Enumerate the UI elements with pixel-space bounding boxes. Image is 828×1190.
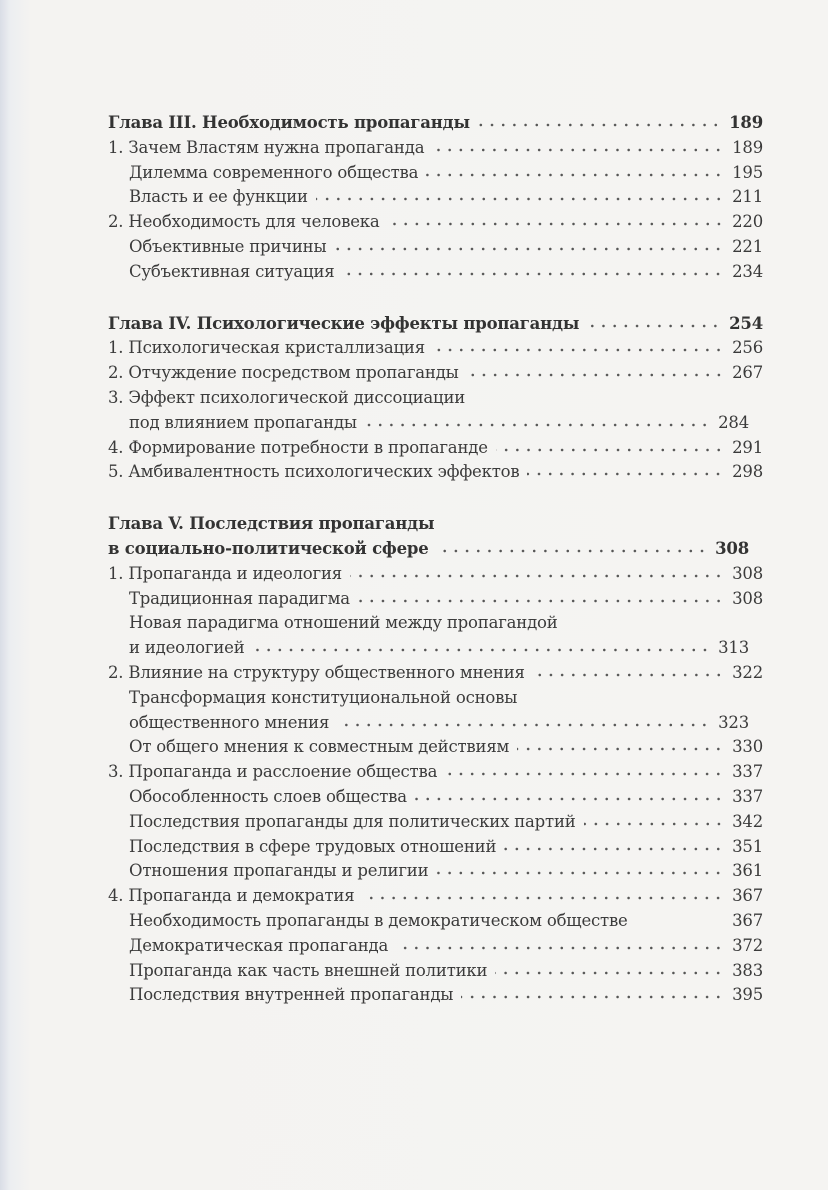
dot-leader [527,467,724,477]
dot-leader [445,767,724,777]
toc-entry-title: 2. Отчуждение посредством пропаганды [108,363,459,383]
toc-entry-title: Необходимость пропаганды в демократическом обществе [129,910,628,930]
dot-leader [504,842,724,852]
toc-entry-title: Дилемма современного общества [129,162,419,182]
toc-entry [108,411,763,436]
toc-page-number: 308 [732,563,763,583]
toc-chapter-heading [108,512,763,537]
toc-entry [108,859,763,884]
dot-leader [587,319,721,329]
toc-entry [108,959,763,984]
toc-page-number: 267 [732,363,763,383]
toc-entry [108,361,763,386]
toc-entry-title: Отношения пропаганды и религии [129,861,429,881]
toc-entry-title: 4. Пропаганда и демократия [108,886,355,906]
toc-entry-title: под влиянием пропаганды [129,412,357,432]
toc-entry-title: и идеологией [129,638,245,658]
dot-leader [496,443,724,453]
toc-chapter-heading [108,537,763,562]
dot-leader [388,217,725,227]
toc-entry [108,185,763,210]
toc-entry-title: общественного мнения [129,712,330,732]
toc-page-number: 220 [732,212,763,232]
dot-leader [358,594,724,604]
dot-leader [415,792,724,802]
toc-entry [108,336,763,361]
toc-entry-title: 4. Формирование потребности в пропаганде [108,437,488,457]
dot-leader [426,168,724,178]
toc-entry-title: 5. Амбивалентность психологических эффектов [108,462,520,482]
dot-leader [350,569,724,579]
toc-page-number: 351 [732,836,763,856]
toc-page-number: 361 [732,861,763,881]
toc-entry-title: Традиционная парадигма [129,588,350,608]
toc-page-number: 308 [732,588,763,608]
toc-entry [108,436,763,461]
dot-leader [433,343,724,353]
toc-page-number: 221 [732,236,763,256]
toc-page-number: 337 [732,786,763,806]
toc-entry [108,562,763,587]
toc-entry-title: 3. Эффект психологической диссоциации [108,387,466,407]
toc-entry-title: Последствия в сфере трудовых отношений [129,836,497,856]
toc-entry-title: Власть и ее функции [129,187,308,207]
toc-entry [108,785,763,810]
dot-leader [478,118,721,128]
toc-page-number: 211 [732,187,763,207]
toc-entry [108,661,763,686]
toc-page-number: 323 [718,712,749,732]
toc-page-number: 195 [732,162,763,182]
dot-leader [467,368,724,378]
toc-page-number: 330 [732,737,763,757]
dot-leader [517,742,724,752]
toc-page-number: 367 [732,910,763,930]
dot-leader [636,916,724,926]
toc-page-number: 337 [732,762,763,782]
toc-entry-title: Пропаганда как часть внешней политики [129,960,488,980]
toc-entry-title: Новая парадигма отношений между пропагандой [129,613,558,633]
toc-entry [108,587,763,612]
toc-page-number: 298 [732,462,763,482]
toc-entry [108,210,763,235]
dot-leader [337,718,710,728]
dot-leader [584,817,725,827]
toc-entry [108,810,763,835]
toc-entry [108,686,763,711]
toc-page-number: 189 [729,113,763,132]
toc-entry-title: Обособленность слоев общества [129,786,407,806]
toc-page-number: 284 [718,412,749,432]
toc-entry-title: Последствия внутренней пропаганды [129,985,454,1005]
table-of-contents [108,111,763,1035]
toc-entry-title: 1. Зачем Властям нужна пропаганда [108,137,425,157]
toc-entry [108,235,763,260]
toc-entry-title: 2. Влияние на структуру общественного мнения [108,662,525,682]
toc-entry [108,161,763,186]
dot-leader [253,643,711,653]
toc-page-number: 322 [732,662,763,682]
dot-leader [365,418,710,428]
dot-leader [436,866,724,876]
dot-leader [396,941,724,951]
toc-page-number: 342 [732,811,763,831]
toc-page-number: 313 [718,638,749,658]
toc-entry [108,983,763,1008]
toc-page-number: 383 [732,960,763,980]
toc-entry-title: Объективные причины [129,236,327,256]
toc-entry-title: От общего мнения к совместным действиям [129,737,510,757]
toc-page-number: 395 [732,985,763,1005]
toc-entry [108,934,763,959]
toc-entry-title: Глава V. Последствия пропаганды [108,514,435,534]
toc-entry-title: в социально-политической сфере [108,538,429,558]
toc-page-number: 291 [732,437,763,457]
toc-entry [108,711,763,736]
toc-page-number: 189 [732,137,763,157]
dot-leader [316,192,724,202]
toc-entry-title: Глава III. Необходимость пропаганды [108,113,470,132]
dot-leader [334,242,724,252]
toc-page-number: 254 [729,313,763,333]
toc-entry [108,611,763,636]
toc-entry [108,909,763,934]
dot-leader [495,966,724,976]
dot-leader [437,544,708,554]
dot-leader [533,668,724,678]
toc-entry-title: 1. Пропаганда и идеология [108,563,342,583]
toc-entry [108,835,763,860]
toc-entry-title: Субъективная ситуация [129,261,335,281]
toc-chapter-group [108,512,763,1008]
toc-chapter-heading [108,312,763,337]
toc-chapter-group [108,312,763,486]
toc-entry-title: Демократическая пропаганда [129,935,389,955]
toc-entry [108,260,763,285]
dot-leader [362,891,724,901]
toc-entry [108,760,763,785]
toc-page-number: 234 [732,261,763,281]
toc-entry [108,636,763,661]
toc-entry-title: 2. Необходимость для человека [108,212,380,232]
toc-entry-title: Трансформация конституциональной основы [129,687,518,707]
toc-entry [108,136,763,161]
toc-page-number: 308 [715,538,749,558]
dot-leader [432,143,724,153]
toc-page-number: 367 [732,886,763,906]
dot-leader [342,267,724,277]
toc-page-number: 256 [732,338,763,358]
toc-chapter-group [108,111,763,285]
toc-chapter-heading [108,111,763,136]
toc-entry [108,386,763,411]
toc-entry [108,884,763,909]
toc-entry [108,735,763,760]
dot-leader [461,990,724,1000]
toc-entry-title: Последствия пропаганды для политических партий [129,811,576,831]
toc-entry-title: 1. Психологическая кристаллизация [108,338,425,358]
toc-entry-title: 3. Пропаганда и расслоение общества [108,762,438,782]
toc-page-number: 372 [732,935,763,955]
toc-entry [108,460,763,485]
toc-entry-title: Глава IV. Психологические эффекты пропаганды [108,313,580,333]
